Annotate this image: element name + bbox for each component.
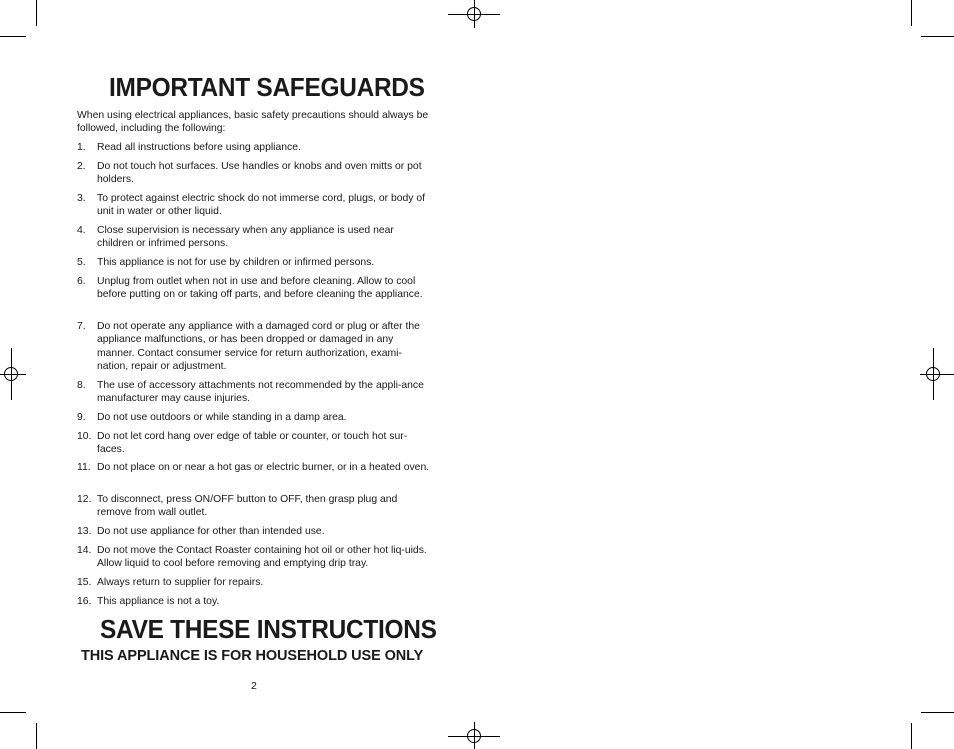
list-item bbox=[77, 224, 433, 251]
list-item-number: 9. bbox=[77, 412, 86, 423]
list-item bbox=[77, 411, 433, 424]
list-item bbox=[77, 160, 433, 187]
list-item-number: 5. bbox=[77, 257, 86, 268]
list-item-text: Always return to supplier for repairs. bbox=[97, 577, 264, 588]
crop-mark-top-right-vertical bbox=[911, 0, 912, 26]
list-item bbox=[77, 461, 433, 474]
list-item-number: 4. bbox=[77, 225, 86, 236]
list-item-number: 16. bbox=[77, 596, 92, 607]
list-item-text: This appliance is not a toy. bbox=[97, 596, 220, 607]
list-item-number: 3. bbox=[77, 193, 86, 204]
list-item-text: To protect against electric shock do not immerse cord, plugs, or body of unit in water or other liquid. bbox=[97, 193, 426, 218]
list-item-number: 13. bbox=[77, 526, 92, 537]
crop-mark-bottom-right-horizontal bbox=[921, 712, 954, 713]
page-title: IMPORTANT SAFEGUARDS bbox=[109, 72, 425, 102]
list-item-number: 2. bbox=[77, 161, 86, 172]
list-item bbox=[77, 320, 433, 373]
list-item bbox=[77, 192, 433, 219]
save-instructions-heading: SAVE THESE INSTRUCTIONS bbox=[100, 614, 437, 644]
list-item-text: Do not touch hot surfaces. Use handles or knobs and oven mitts or pot holders. bbox=[97, 161, 422, 186]
list-item-text: Do not let cord hang over edge of table or counter, or touch hot sur-faces. bbox=[97, 431, 408, 456]
list-item bbox=[77, 275, 433, 302]
crop-mark-bottom-left-horizontal bbox=[0, 712, 26, 713]
household-use-heading: THIS APPLIANCE IS FOR HOUSEHOLD USE ONLY bbox=[81, 648, 424, 664]
list-item-text: To disconnect, press ON/OFF button to OFF, then grasp plug and remove from wall outlet. bbox=[97, 494, 398, 519]
list-item bbox=[77, 141, 433, 154]
list-item bbox=[77, 430, 433, 457]
list-item-text: Do not operate any appliance with a damaged cord or plug or after the appliance malfunctions, or has been dropped or damaged in any manner. Contact consumer service for return authorization, exami-nation, repair or adjustment. bbox=[97, 321, 420, 372]
list-item-number: 10. bbox=[77, 431, 92, 442]
list-item bbox=[77, 544, 433, 571]
list-item-text: Unplug from outlet when not in use and before cleaning. Allow to cool before putting on or taking off parts, and before cleaning the appliance. bbox=[97, 276, 423, 301]
list-item bbox=[77, 256, 433, 269]
list-item-number: 8. bbox=[77, 380, 86, 391]
intro-paragraph: When using electrical appliances, basic safety precautions should always be followed, including the following: bbox=[77, 110, 429, 134]
crop-mark-top-right-horizontal bbox=[921, 36, 954, 37]
list-item-number: 14. bbox=[77, 545, 92, 556]
list-item bbox=[77, 379, 433, 406]
crop-mark-bottom-left-vertical bbox=[36, 723, 37, 749]
list-item bbox=[77, 493, 433, 520]
list-item-text: Do not move the Contact Roaster containing hot oil or other hot liq-uids. Allow liquid to cool before removing and emptying drip tray. bbox=[97, 545, 427, 570]
list-item-number: 1. bbox=[77, 142, 86, 153]
list-item-number: 7. bbox=[77, 321, 86, 332]
list-item-number: 15. bbox=[77, 577, 92, 588]
list-item-text: Do not use outdoors or while standing in a damp area. bbox=[97, 412, 347, 423]
list-item-text: Do not use appliance for other than intended use. bbox=[97, 526, 325, 537]
list-item-text: This appliance is not for use by children or infirmed persons. bbox=[97, 257, 375, 268]
list-item-text: Close supervision is necessary when any appliance is used near children or infrimed persons. bbox=[97, 225, 394, 250]
list-item-text: The use of accessory attachments not recommended by the appli-ance manufacturer may cause injuries. bbox=[97, 380, 424, 405]
crop-mark-bottom-right-vertical bbox=[911, 723, 912, 749]
list-item bbox=[77, 525, 433, 538]
list-item bbox=[77, 595, 433, 608]
list-item-text: Read all instructions before using appliance. bbox=[97, 142, 301, 153]
crop-mark-top-left-horizontal bbox=[0, 36, 26, 37]
page-number: 2 bbox=[251, 680, 257, 692]
list-item bbox=[77, 576, 433, 589]
list-item-number: 12. bbox=[77, 494, 92, 505]
list-item-number: 11. bbox=[77, 462, 91, 473]
crop-mark-top-left-vertical bbox=[36, 0, 37, 26]
list-item-text: Do not place on or near a hot gas or electric burner, or in a heated oven. bbox=[97, 462, 430, 473]
list-item-number: 6. bbox=[77, 276, 86, 287]
